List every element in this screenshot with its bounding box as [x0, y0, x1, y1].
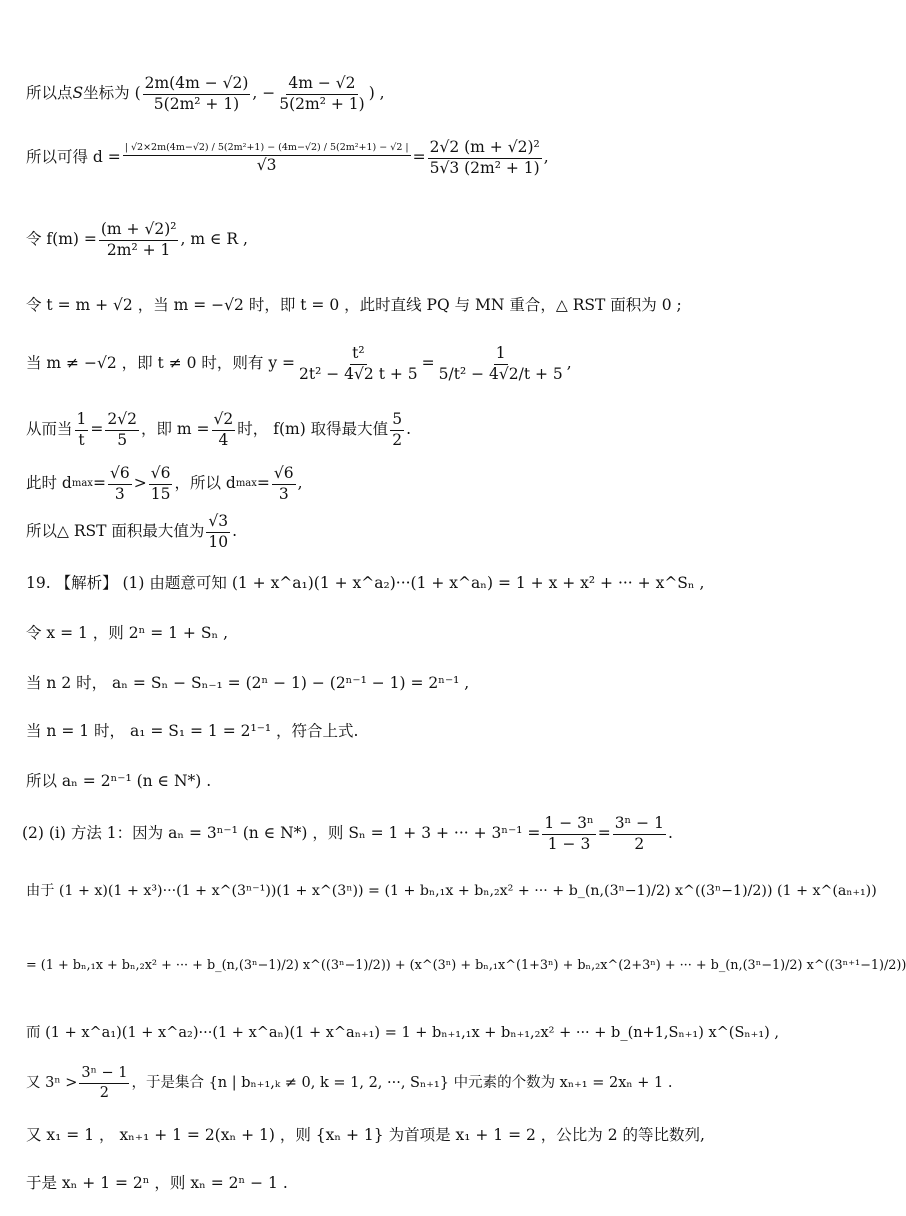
text: ,	[297, 474, 303, 493]
text: 坐标为 (	[83, 84, 141, 103]
fraction-numerator: √6	[108, 466, 132, 485]
fraction-denominator: 2t² − 4√2 t + 5	[299, 364, 418, 383]
text: 当 m ≠ −√2 ，即 t ≠ 0 时，则有 y =	[26, 354, 296, 373]
solution-line-16	[26, 960, 906, 973]
text: 时， f(m) 取得最大值	[237, 420, 389, 439]
text: .	[232, 522, 238, 541]
solution-line-4	[26, 298, 682, 314]
fraction-numerator: | √2×2m(4m−√2) / 5(2m²+1) − (4m−√2) / 5(2m²+1) − √2 |	[123, 143, 411, 156]
text: ，于是集合 {n | bₙ₊₁,ₖ ≠ 0, k = 1, 2, ···, Sₙ₊₁} 中元素的个数为 xₙ₊₁ = 2xₙ + 1 .	[131, 1074, 673, 1091]
fraction	[206, 514, 230, 550]
solution-line-14	[22, 816, 673, 852]
fraction-denominator: 10	[208, 532, 229, 551]
solution-line-13	[26, 774, 211, 790]
solution-line-12	[26, 724, 358, 740]
fraction-denominator: 5(2m² + 1)	[279, 94, 365, 113]
fraction	[108, 466, 132, 502]
fraction	[613, 816, 666, 852]
fraction-denominator: t	[78, 430, 85, 449]
text: ，即 m =	[141, 420, 210, 439]
fraction	[105, 412, 139, 448]
solution-line-15	[26, 884, 877, 898]
fraction-denominator: 3	[114, 484, 125, 503]
fraction	[149, 466, 173, 502]
solution-line-1	[26, 76, 385, 112]
text: =	[412, 148, 426, 167]
fraction-numerator: √6	[149, 466, 173, 485]
fraction-denominator: √3	[256, 155, 277, 174]
fraction-numerator: 1	[75, 412, 89, 431]
text: 由于 (1 + x)(1 + x³)···(1 + x^(3ⁿ⁻¹))(1 + x^(3ⁿ)) = (1 + bₙ,₁x + bₙ,₂x² + ··· + b_(n,(3ⁿ−1)/2) x^((3ⁿ−1)/2)) (1 + x^(aₙ₊₁))	[26, 883, 877, 899]
fraction	[99, 222, 179, 258]
text: 所以△ RST 面积最大值为	[26, 522, 205, 541]
solution-line-8	[26, 514, 237, 550]
fraction	[79, 1066, 129, 1100]
text: 所以可得 d =	[26, 148, 121, 167]
solution-line-5	[26, 346, 572, 382]
text: 从而当	[26, 420, 73, 439]
solution-line-2	[26, 140, 549, 176]
subscript: max	[235, 478, 257, 489]
fraction-denominator: 2	[634, 834, 645, 853]
text: =	[92, 474, 106, 493]
text: 所以 aₙ = 2ⁿ⁻¹ (n ∈ N*) .	[26, 772, 212, 790]
fraction-denominator: 5(2m² + 1)	[153, 94, 240, 113]
fraction-numerator: (m + √2)²	[99, 222, 179, 241]
fraction-denominator: 2	[392, 430, 403, 449]
fraction	[437, 346, 565, 382]
text: = (1 + bₙ,₁x + bₙ,₂x² + ··· + b_(n,(3ⁿ−1)/2) x^((3ⁿ−1)/2)) + (x^(3ⁿ) + bₙ,₁x^(1+3ⁿ) + bₙ,₂x^(2+3ⁿ) + ··· + b_(n,(3ⁿ−1)/2) x^((3ⁿ⁺¹−1)/2))	[26, 958, 906, 973]
fraction-denominator: 5/t² − 4√2/t + 5	[438, 364, 563, 383]
text: (2) (i) 方法 1：因为 aₙ = 3ⁿ⁻¹ (n ∈ N*) ，则 Sₙ = 1 + 3 + ··· + 3ⁿ⁻¹ =	[22, 824, 541, 843]
text: =	[421, 354, 435, 373]
text: .	[667, 824, 673, 843]
fraction-denominator: 15	[150, 484, 171, 503]
fraction-denominator: 1 − 3	[547, 834, 591, 853]
fraction	[75, 412, 89, 448]
text: 令 t = m + √2 ，当 m = −√2 时，即 t = 0 ，此时直线 PQ 与 MN 重合，△ RST 面积为 0 ;	[26, 296, 682, 314]
fraction-denominator: 5√3 (2m² + 1)	[429, 158, 540, 177]
text: 于是 xₙ + 1 = 2ⁿ ，则 xₙ = 2ⁿ − 1 .	[26, 1174, 288, 1192]
text: ) ,	[368, 84, 385, 103]
fraction-numerator: 4m − √2	[286, 76, 357, 95]
text: ,	[543, 148, 549, 167]
fraction	[542, 816, 595, 852]
text: .	[406, 420, 411, 439]
fraction-numerator: 2√2	[105, 412, 139, 431]
text: =	[256, 474, 270, 493]
text: 此时 d	[26, 474, 72, 493]
fraction-numerator: 3ⁿ − 1	[613, 816, 666, 835]
text: 当 n = 1 时， a₁ = S₁ = 1 = 2¹⁻¹ ，符合上式.	[26, 722, 359, 740]
fraction-numerator: 2√2 (m + √2)²	[428, 140, 542, 159]
solution-line-9	[26, 576, 704, 592]
solution-line-11	[26, 676, 469, 692]
text: 令 x = 1 ，则 2ⁿ = 1 + Sₙ ,	[26, 624, 229, 642]
fraction-denominator: 5	[117, 430, 128, 449]
text: 又 3ⁿ >	[26, 1074, 78, 1091]
solution-line-7	[26, 466, 303, 502]
fraction	[428, 140, 542, 176]
text: 所以点	[26, 84, 73, 103]
fraction	[277, 76, 366, 112]
fraction-numerator: 1	[494, 346, 508, 365]
fraction-denominator: 2	[99, 1084, 110, 1101]
solution-line-17	[26, 1026, 779, 1041]
fraction	[297, 346, 420, 382]
text: 又 x₁ = 1 ， xₙ₊₁ + 1 = 2(xₙ + 1) ，则 {xₙ + 1} 为首项是 x₁ + 1 = 2 ，公比为 2 的等比数列,	[26, 1126, 705, 1144]
solution-line-3	[26, 222, 248, 258]
fraction-numerator: 1 − 3ⁿ	[542, 816, 595, 835]
fraction	[212, 412, 236, 448]
text: 令 f(m) =	[26, 230, 97, 249]
subscript: max	[71, 478, 93, 489]
fraction-numerator: t²	[350, 346, 366, 365]
fraction-numerator: √2	[212, 412, 236, 431]
fraction-numerator: 3ⁿ − 1	[79, 1066, 129, 1084]
solution-line-19	[26, 1128, 705, 1144]
text: =	[597, 824, 611, 843]
text: S	[72, 84, 84, 103]
solution-line-18	[26, 1066, 672, 1100]
text: 19. 【解析】 (1) 由题意可知 (1 + x^a₁)(1 + x^a₂)···(1 + x^aₙ) = 1 + x + x² + ··· + x^Sₙ ,	[26, 574, 705, 592]
text: 当 n 2 时， aₙ = Sₙ − Sₙ₋₁ = (2ⁿ − 1) − (2ⁿ⁻¹ − 1) = 2ⁿ⁻¹ ,	[26, 674, 470, 692]
solution-line-6	[26, 412, 411, 448]
text: , m ∈ R ,	[180, 230, 248, 249]
fraction-denominator: 4	[218, 430, 229, 449]
fraction-numerator: √6	[272, 466, 296, 485]
fraction-numerator: 2m(4m − √2)	[143, 76, 251, 95]
fraction-denominator: 2m² + 1	[106, 240, 171, 259]
fraction-numerator: 5	[390, 412, 404, 431]
text: >	[133, 474, 147, 493]
text: ,	[566, 354, 572, 373]
solution-line-10	[26, 626, 228, 642]
text: , −	[252, 84, 276, 103]
fraction-denominator: 3	[278, 484, 289, 503]
fraction-numerator: √3	[206, 514, 230, 533]
text: ，所以 d	[174, 474, 236, 493]
fraction	[143, 76, 251, 112]
fraction	[390, 412, 404, 448]
text: =	[90, 420, 104, 439]
text: 而 (1 + x^a₁)(1 + x^a₂)···(1 + x^aₙ)(1 + x^aₙ₊₁) = 1 + bₙ₊₁,₁x + bₙ₊₁,₂x² + ··· + b_(n+1,Sₙ₊₁) x^(Sₙ₊₁) ,	[26, 1025, 780, 1041]
fraction	[123, 143, 411, 173]
solution-line-20	[26, 1176, 288, 1192]
fraction	[272, 466, 296, 502]
